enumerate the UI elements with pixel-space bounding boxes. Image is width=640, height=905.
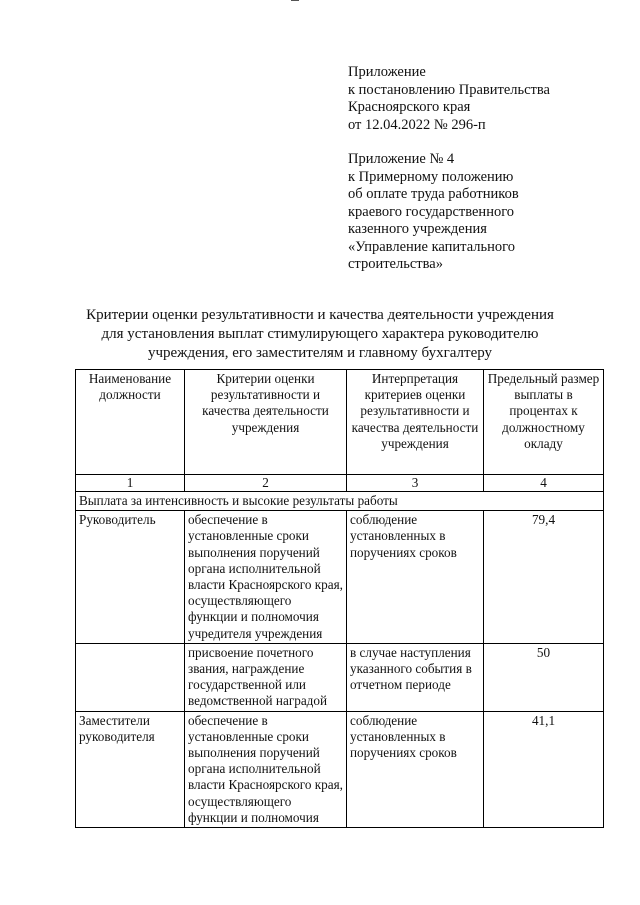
document-title (60, 306, 580, 363)
section-title: Выплата за интенсивность и высокие результаты работы (76, 492, 604, 511)
appendix-line: строительства» (348, 256, 443, 272)
criteria-table (75, 369, 604, 828)
cell-interpretation: соблюдение установленных в поручениях сроков (347, 711, 484, 827)
cell-position: Руководитель (76, 511, 185, 644)
column-number: 3 (347, 475, 484, 492)
table-header-row (76, 370, 604, 475)
appendix-line: от 12.04.2022 № 296-п (348, 116, 486, 133)
header-position: Наименование должности (76, 370, 185, 475)
table-row (76, 711, 604, 827)
spacer (348, 134, 550, 151)
appendix-line: Красноярского края (348, 99, 471, 115)
column-number: 4 (484, 475, 604, 492)
cell-interpretation: в случае наступления указанного события в отчетном периоде (347, 643, 484, 711)
cell-value: 50 (484, 643, 604, 711)
cell-value: 79,4 (484, 511, 604, 644)
column-number: 2 (185, 475, 347, 492)
appendix-line: к Примерному положению (348, 168, 514, 185)
scan-mark (291, 0, 299, 1)
table-row (76, 511, 604, 644)
header-limit: Предельный размер выплаты в процентах к должностному окладу (484, 370, 604, 475)
section-row (76, 492, 604, 511)
cell-criterion: обеспечение в установленные сроки выполнения поручений органа исполнительной власти Красноярского края, осуществляющего функции и полномочия (185, 711, 347, 827)
header-interpretation: Интерпретация критериев оценки результативности и качества деятельности учреждения (347, 370, 484, 475)
appendix-header (348, 64, 550, 274)
appendix-line: казенного учреждения (348, 221, 487, 237)
cell-criterion: присвоение почетного звания, награждение государственной или ведомственной наградой (185, 643, 347, 711)
cell-interpretation: соблюдение установленных в поручениях сроков (347, 511, 484, 644)
cell-value: 41,1 (484, 711, 604, 827)
appendix-line: краевого государственного (348, 203, 515, 220)
cell-position (76, 643, 185, 711)
cell-position: Заместители руководителя (76, 711, 185, 827)
title-line: для установления выплат стимулирующего характера руководителю (101, 326, 539, 342)
column-number-row (76, 475, 604, 492)
appendix-line: Приложение № 4 (348, 151, 455, 167)
appendix-line: Приложение (348, 64, 426, 80)
header-criteria: Критерии оценки результативности и качества деятельности учреждения (185, 370, 347, 475)
column-number: 1 (76, 475, 185, 492)
title-line: учреждения, его заместителям и главному бухгалтеру (147, 345, 493, 361)
title-line: Критерии оценки результативности и качества деятельности учреждения (86, 307, 554, 323)
cell-criterion: обеспечение в установленные сроки выполнения поручений органа исполнительной власти Красноярского края, осуществляющего функции и полномочия учредителя учреждения (185, 511, 347, 644)
appendix-line: «Управление капитального (348, 238, 515, 255)
appendix-line: об оплате труда работников (348, 186, 519, 202)
appendix-line: к постановлению Правительства (348, 81, 550, 98)
table-row (76, 643, 604, 711)
